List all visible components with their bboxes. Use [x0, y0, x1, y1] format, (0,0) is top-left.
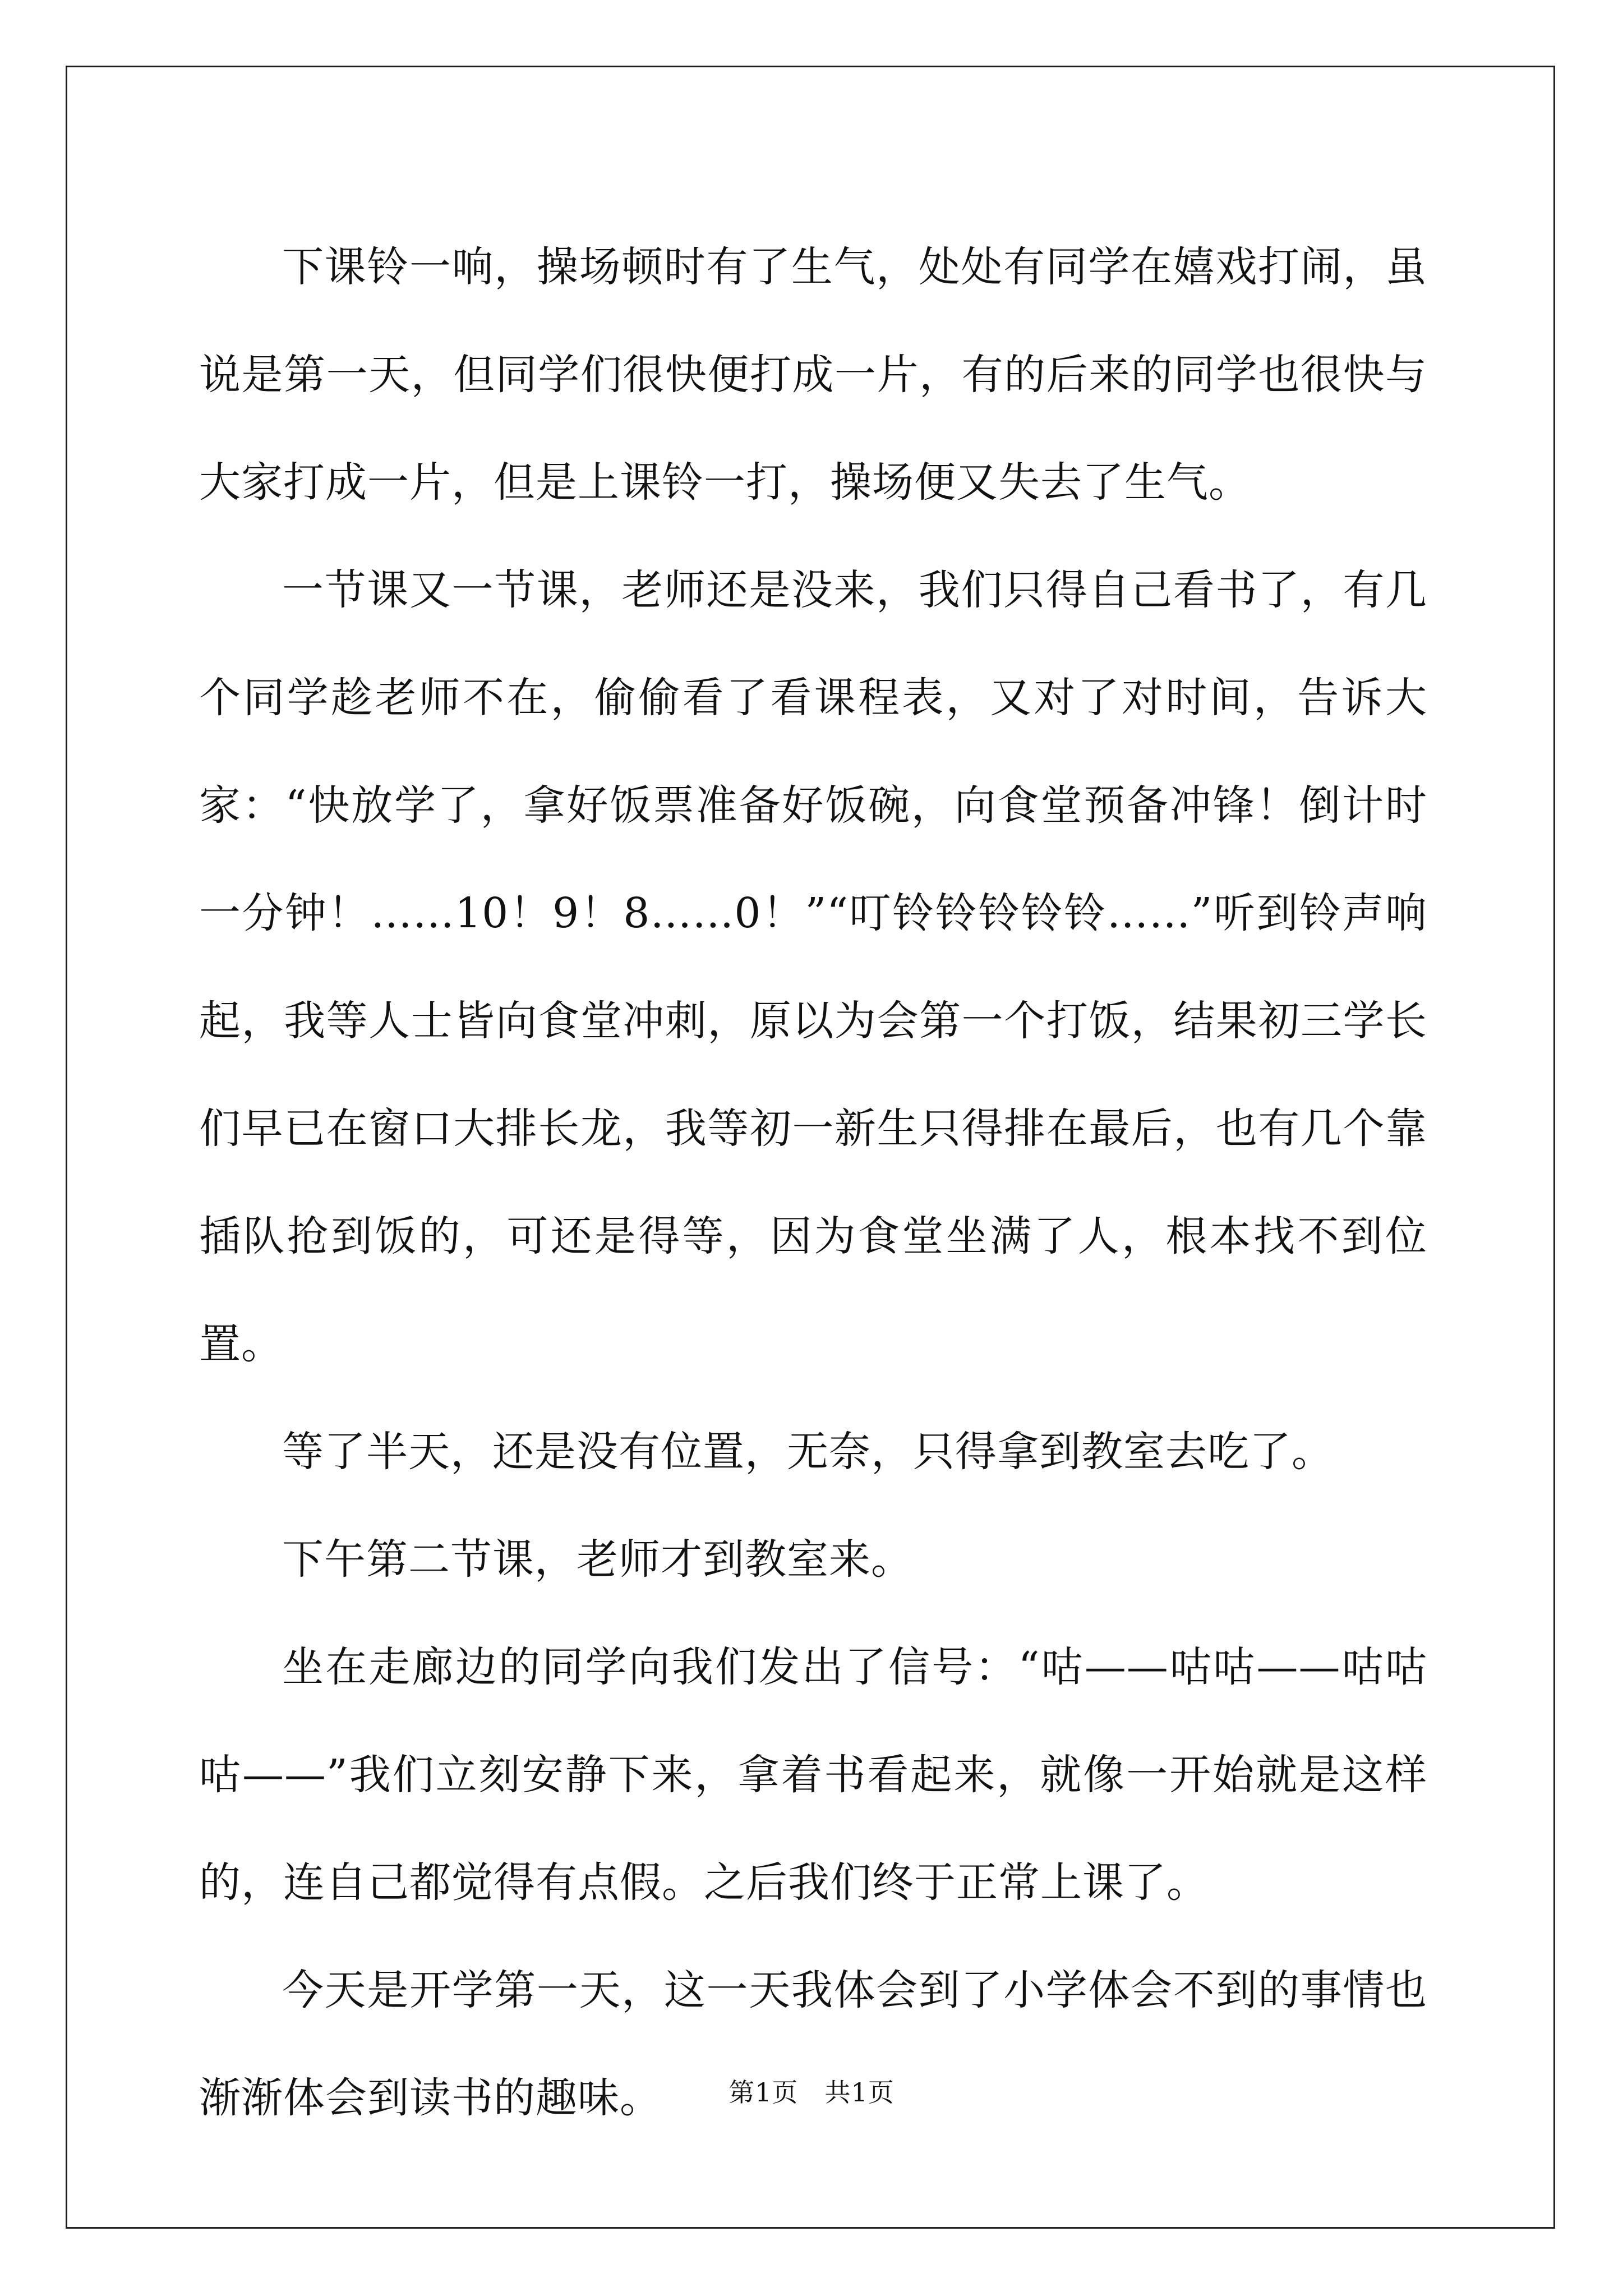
- paragraph-2: 一节课又一节课，老师还是没来，我们只得自己看书了，有几个同学趁老师不在，偷偷看了看课程表，又对了对时间，告诉大家：“快放学了，拿好饭票准备好饭碗，向食堂预备冲锋！倒计时一分钟！……10！9！8……0！”“叮铃铃铃铃铃……”听到铃声响起，我等人士皆向食堂冲刺，原以为会第一个打饭，结果初三学长们早已在窗口大排长龙，我等初一新生只得排在最后，也有几个靠插队抢到饭的，可还是得等，因为食堂坐满了人，根本找不到位置。: [199, 566, 1427, 1368]
- paragraph-3: 等了半天，还是没有位置，无奈，只得拿到教室去吃了。: [282, 1428, 1334, 1476]
- page-number-footer: 第1页 共1页: [728, 2077, 895, 2108]
- document-body: [199, 213, 1427, 2152]
- paragraph-1: 下课铃一响，操场顿时有了生气，处处有同学在嬉戏打闹，虽说是第一天，但同学们很快便打成一片，有的后来的同学也很快与大家打成一片，但是上课铃一打，操场便又失去了生气。: [199, 243, 1427, 507]
- paragraph-6: 今天是开学第一天，这一天我体会到了小学体会不到的事情也渐渐体会到读书的趣味。: [199, 1966, 1427, 2122]
- paragraph-5: 坐在走廊边的同学向我们发出了信号：“咕——咕咕——咕咕咕——”我们立刻安静下来，拿着书看起来，就像一开始就是这样的，连自己都觉得有点假。之后我们终于正常上课了。: [199, 1643, 1427, 1907]
- paragraph-4: 下午第二节课，老师才到教室来。: [282, 1535, 913, 1584]
